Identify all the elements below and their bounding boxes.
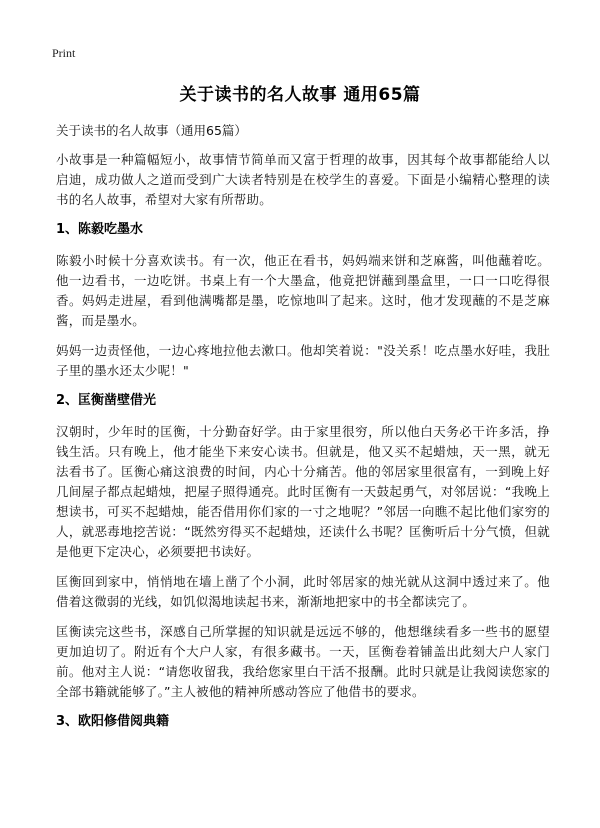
section-1-paragraph-2: 妈妈一边责怪他，一边心疼地拉他去漱口。他却笑着说："没关系！吃点墨水好哇，我肚子里的墨水还太少呢！" xyxy=(56,343,550,378)
page-title: 关于读书的名人故事 通用65篇 xyxy=(179,85,421,105)
section-2-paragraph-2: 匡衡回到家中，悄悄地在墙上凿了个小洞，此时邻居家的烛光就从这洞中透过来了。他借着这微弱的光线，如饥似渴地读起书来，渐渐地把家中的书全都读完了。 xyxy=(56,574,550,609)
intro-paragraph: 小故事是一种篇幅短小，故事情节简单而又富于哲理的故事，因其每个故事都能给人以启迪，成功做人之道而受到广大读者特别是在校学生的喜爱。下面是小编精心整理的读书的名人故事，希望对大家有所帮助。 xyxy=(56,152,550,207)
section-heading-3: 3、欧阳修借阅典籍 xyxy=(56,714,170,729)
article-body xyxy=(56,121,550,743)
section-1-paragraph-1: 陈毅小时候十分喜欢读书。有一次，他正在看书，妈妈端来饼和芝麻酱，叫他蘸着吃。他一边看书，一边吃饼。书桌上有一个大墨盒，他竟把饼蘸到墨盒里，一口一口吃得很香。妈妈走进屋，看到他满嘴都是墨，吃惊地叫了起来。这时，他才发现蘸的不是芝麻酱，而是墨水。 xyxy=(56,253,550,328)
print-link[interactable]: Print xyxy=(52,46,76,60)
section-2-paragraph-3: 匡衡读完这些书，深感自己所掌握的知识就是远远不够的，他想继续看多一些书的愿望更加迫切了。附近有个大户人家，有很多藏书。一天，匡衡卷着铺盖出此刻大户人家门前。他对主人说：“请您收留我，我给您家里白干活不报酬。此时只就是让我阅读您家的全部书籍就能够了。”主人被他的精神所感动答应了他借书的要求。 xyxy=(56,624,550,699)
section-2-paragraph-1: 汉朝时，少年时的匡衡，十分勤奋好学。由于家里很穷，所以他白天务必干许多活，挣钱生活。只有晚上，他才能坐下来安心读书。但就是，他又买不起蜡烛，天一黑，就无法看书了。匡衡心痛这浪费的时间，内心十分痛苦。他的邻居家里很富有，一到晚上好几间屋子都点起蜡烛，把屋子照得通亮。此时匡衡有一天鼓起勇气，对邻居说：“我晚上想读书，可买不起蜡烛，能否借用你们家的一寸之地呢？”邻居一向瞧不起比他们家穷的人，就恶毒地挖苦说：“既然穷得买不起蜡烛，还读什么书呢？匡衡听后十分气愤，但就是他更下定决心，必须要把书读好。 xyxy=(56,424,550,559)
section-heading-2: 2、匡衡凿壁借光 xyxy=(56,393,157,408)
section-heading-1: 1、陈毅吃墨水 xyxy=(56,222,144,237)
article-subtitle: 关于读书的名人故事（通用65篇） xyxy=(56,123,247,138)
